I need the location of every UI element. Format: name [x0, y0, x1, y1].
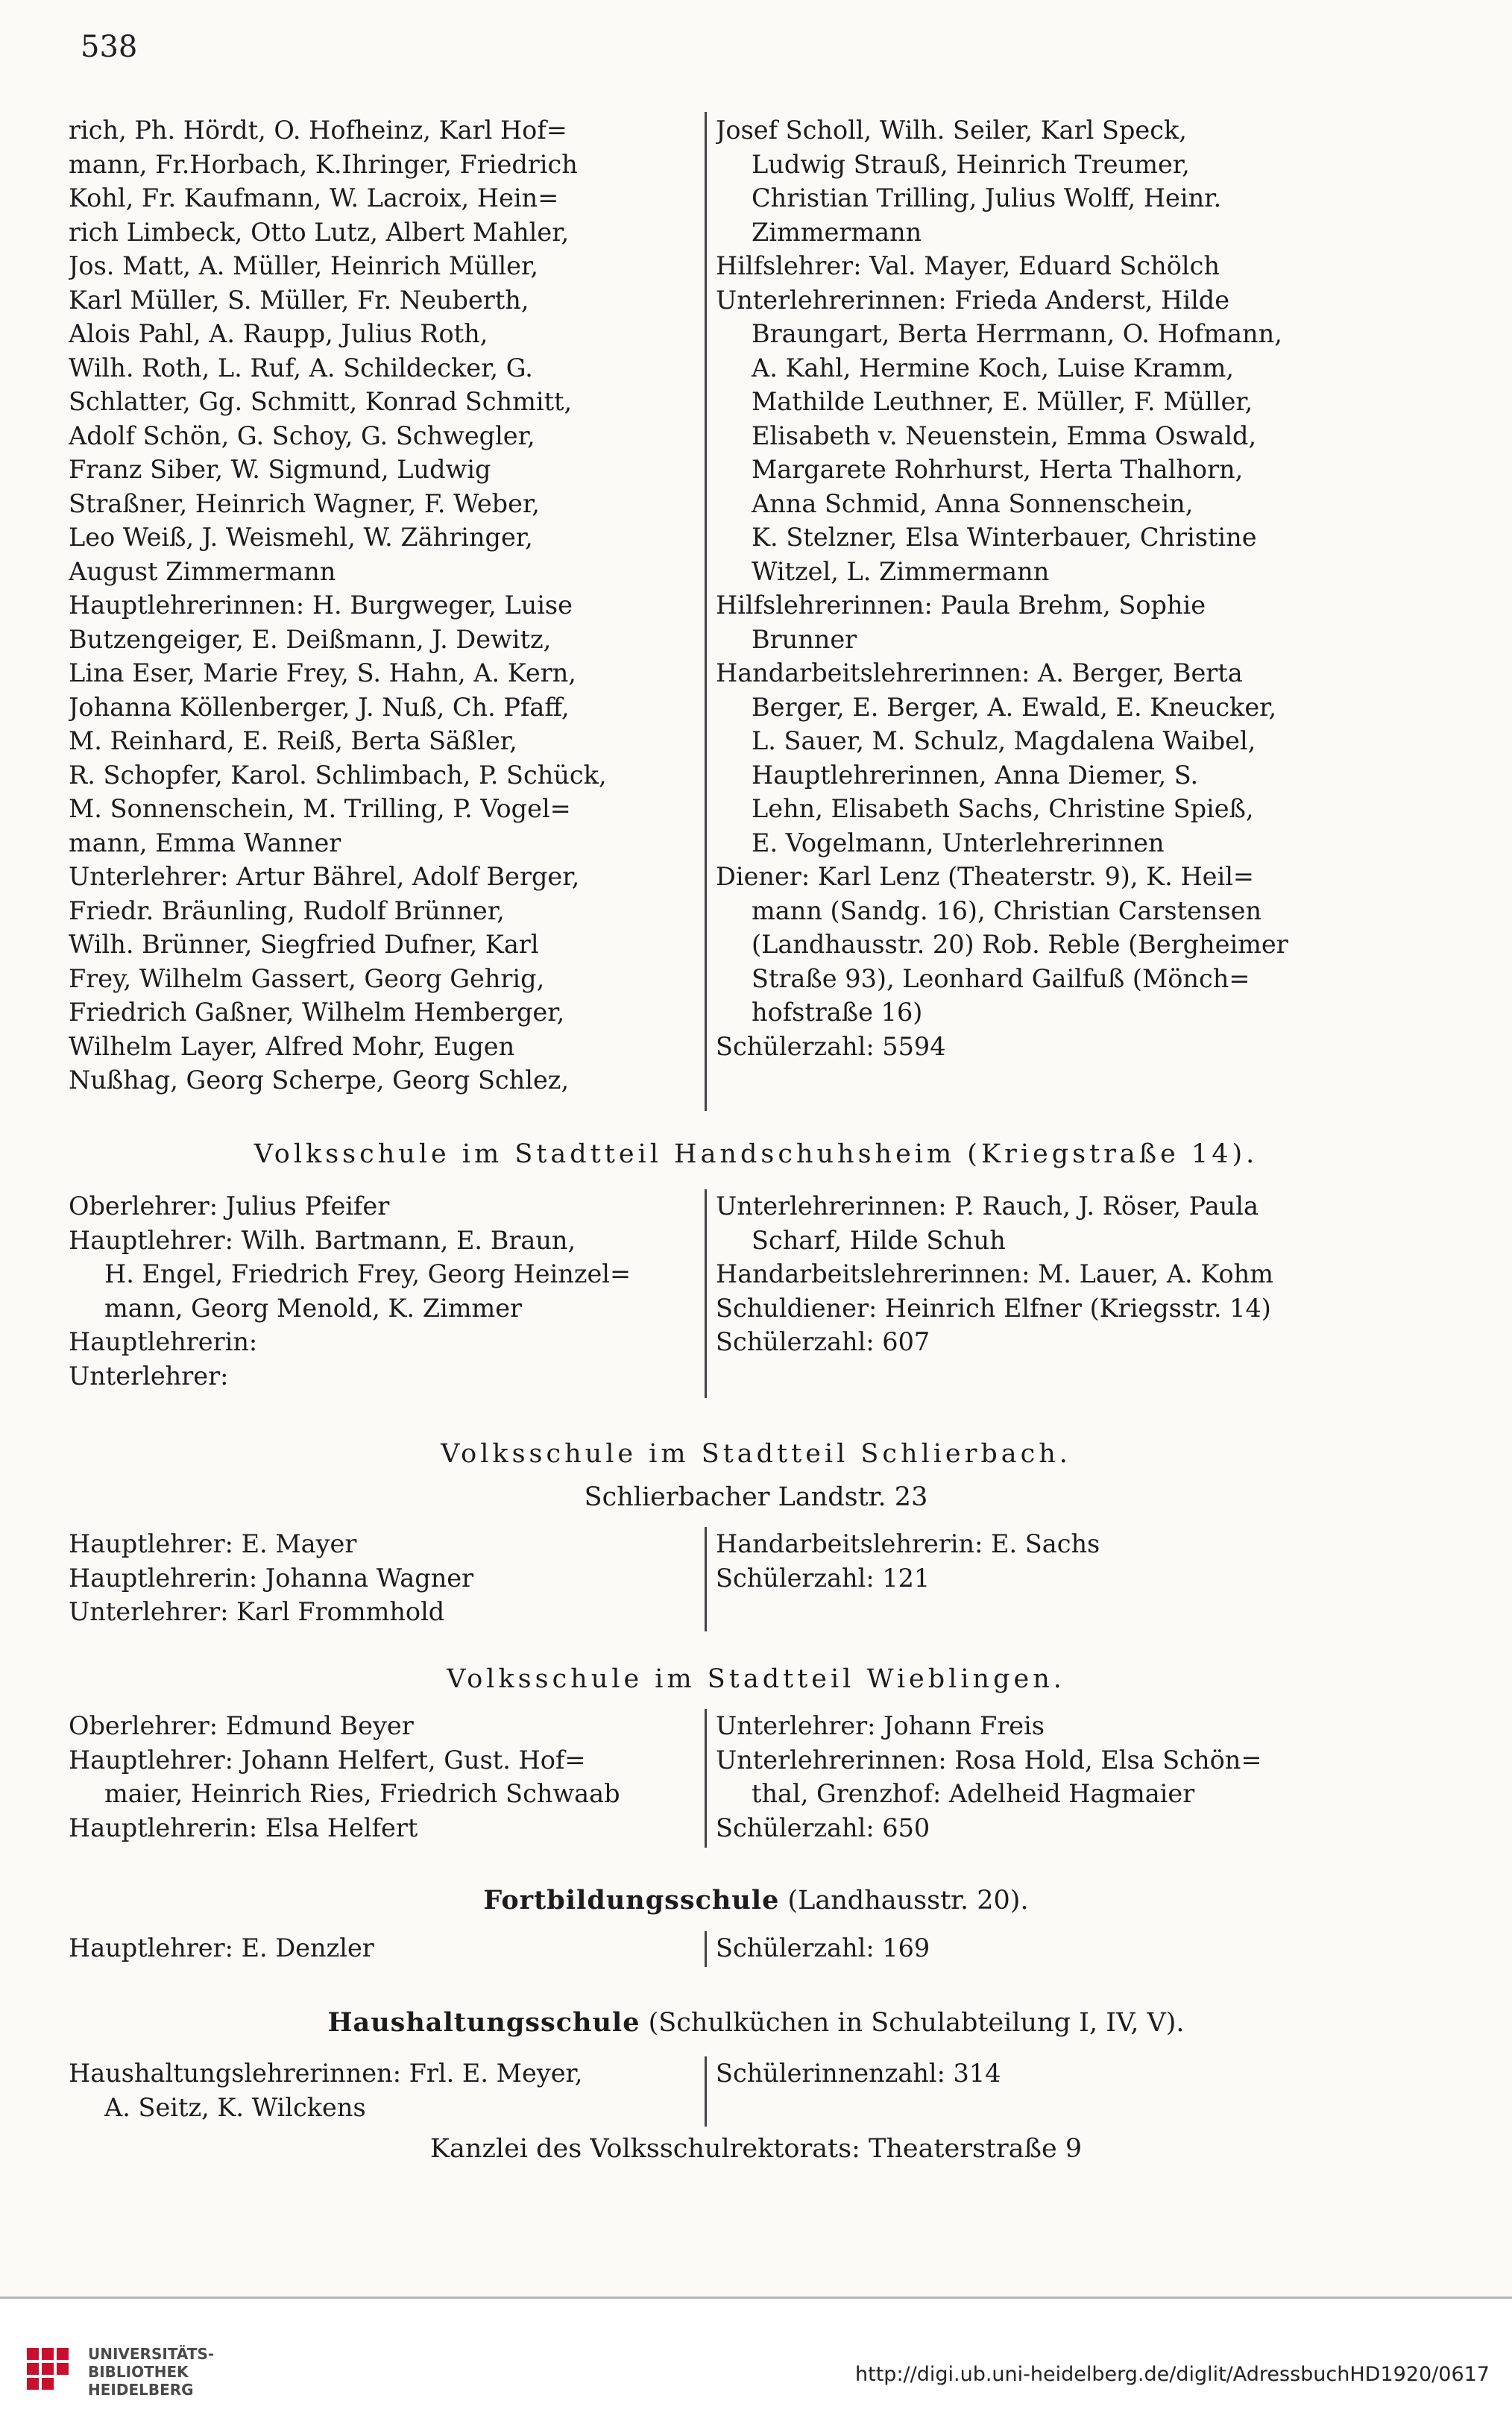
footer-bar [0, 2297, 1512, 2427]
text-line: Handarbeitslehrerin: E. Sachs [716, 1529, 1100, 1558]
text-line: Adolf Schön, G. Schoy, G. Schwegler, [69, 421, 535, 450]
text-line: Hauptlehrer: Wilh. Bartmann, E. Braun, [69, 1225, 576, 1255]
text-line: H. Engel, Friedrich Frey, Georg Heinzel= [104, 1259, 631, 1288]
column-divider [705, 112, 707, 1111]
text-line: Hauptlehrerinnen, Anna Diemer, S. [752, 760, 1199, 790]
text-line: Hauptlehrer: Johann Helfert, Gust. Hof= [69, 1745, 586, 1775]
column-divider [705, 1931, 707, 1967]
text-line: mann, Georg Menold, K. Zimmer [104, 1293, 523, 1323]
section5-left-column [69, 1931, 695, 1965]
text-line: Lina Eser, Marie Frey, S. Hahn, A. Kern, [69, 658, 576, 687]
text-line: Anna Schmid, Anna Sonnenschein, [752, 488, 1194, 518]
text-line: Unterlehrerinnen: Rosa Hold, Elsa Schön= [716, 1745, 1262, 1775]
text-line: Christian Trilling, Julius Wolff, Heinr. [752, 183, 1222, 213]
text-line: Handarbeitslehrerinnen: M. Lauer, A. Kohm [716, 1259, 1273, 1288]
text-line: Butzengeiger, E. Deißmann, J. Dewitz, [69, 624, 552, 654]
text-line: Unterlehrer: Artur Bährel, Adolf Berger, [69, 862, 580, 891]
column-divider [705, 1709, 707, 1848]
heading-haushaltungsschule-address: (Schulküchen in Schulabteilung I, IV, V). [640, 2008, 1185, 2038]
text-line: Braungart, Berta Herrmann, O. Hofmann, [752, 319, 1282, 348]
text-line: Haushaltungslehrerinnen: Frl. E. Meyer, [69, 2059, 583, 2088]
column-divider [705, 1189, 707, 1398]
text-line: August Zimmermann [69, 556, 336, 586]
page-number: 538 [81, 30, 138, 64]
text-line: Alois Pahl, A. Raupp, Julius Roth, [69, 319, 488, 348]
text-line: Leo Weiß, J. Weismehl, W. Zähringer, [69, 523, 533, 552]
text-line: Scharf, Hilde Schuh [752, 1225, 1006, 1255]
section1-left-column [69, 113, 695, 1098]
text-line: Unterlehrer: [69, 1361, 229, 1391]
text-line: Hauptlehrerin: Elsa Helfert [69, 1813, 418, 1842]
text-line: Nußhag, Georg Scherpe, Georg Schlez, [69, 1065, 570, 1095]
text-line: rich Limbeck, Otto Lutz, Albert Mahler, [69, 217, 570, 247]
text-line: Mathilde Leuthner, E. Müller, F. Müller, [752, 387, 1253, 416]
text-line: Straßner, Heinrich Wagner, F. Weber, [69, 488, 540, 518]
text-line: Hilfslehrerinnen: Paula Brehm, Sophie [716, 591, 1206, 620]
text-line: Witzel, L. Zimmermann [752, 556, 1050, 586]
heading-haushaltungsschule [0, 2007, 1512, 2038]
section6-left-column [69, 2056, 695, 2124]
section2-right-column [716, 1189, 1469, 1359]
text-line: A. Seitz, K. Wilckens [104, 2092, 366, 2122]
source-url-link[interactable]: http://digi.ub.uni-heidelberg.de/diglit/AdressbuchHD1920/0617 [855, 2363, 1490, 2386]
text-line: K. Stelzner, Elsa Winterbauer, Christine [752, 523, 1257, 552]
text-line: thal, Grenzhof: Adelheid Hagmaier [752, 1779, 1195, 1808]
heading-haushaltungsschule-name: Haushaltungsschule [327, 2007, 640, 2038]
text-line: A. Kahl, Hermine Koch, Luise Kramm, [752, 353, 1234, 383]
text-line: Franz Siber, W. Sigmund, Ludwig [69, 455, 491, 484]
text-line: Unterlehrerinnen: P. Rauch, J. Röser, Paula [716, 1192, 1259, 1221]
library-logo-icon [27, 2348, 79, 2400]
heading-wieblingen: Volksschule im Stadtteil Wieblingen. [447, 1664, 1065, 1694]
text-line: Friedrich Gaßner, Wilhelm Hemberger, [69, 998, 565, 1027]
text-line: Kohl, Fr. Kaufmann, W. Lacroix, Hein= [69, 183, 559, 213]
text-line: Schuldiener: Heinrich Elfner (Kriegsstr. 14) [716, 1293, 1271, 1323]
text-line: mann, Fr.Horbach, K.Ihringer, Friedrich [69, 149, 578, 179]
text-line: Schülerzahl: 121 [716, 1563, 930, 1593]
text-line: Berger, E. Berger, A. Ewald, E. Kneucker, [752, 692, 1277, 722]
text-line: M. Sonnenschein, M. Trilling, P. Vogel= [69, 794, 571, 823]
text-line: Unterlehrer: Karl Frommhold [69, 1597, 445, 1626]
text-line: Friedr. Bräunling, Rudolf Brünner, [69, 895, 505, 925]
text-line: Wilh. Brünner, Siegfried Dufner, Karl [69, 930, 539, 959]
text-line: Hilfslehrer: Val. Mayer, Eduard Schölch [716, 251, 1220, 280]
text-line: Hauptlehrer: E. Mayer [69, 1529, 357, 1558]
text-line: Karl Müller, S. Müller, Fr. Neuberth, [69, 285, 529, 315]
library-name-line2: BIBLIOTHEK [88, 2363, 189, 2381]
section4-left-column [69, 1709, 695, 1845]
text-line: Oberlehrer: Julius Pfeifer [69, 1192, 390, 1221]
text-line: L. Sauer, M. Schulz, Magdalena Waibel, [752, 726, 1256, 755]
text-line: Johanna Köllenberger, J. Nuß, Ch. Pfaff, [69, 692, 570, 722]
text-line: Schülerzahl: 5594 [716, 1031, 946, 1061]
heading-fortbildungsschule [0, 1885, 1512, 1916]
text-line: Diener: Karl Lenz (Theaterstr. 9), K. Heil= [716, 862, 1254, 891]
text-line: maier, Heinrich Ries, Friedrich Schwaab [104, 1779, 620, 1808]
text-line: Straße 93), Leonhard Gailfuß (Mönch= [752, 963, 1250, 993]
text-line: Wilh. Roth, L. Ruf, A. Schildecker, G. [69, 353, 533, 383]
text-line: Brunner [752, 624, 857, 654]
text-line: Lehn, Elisabeth Sachs, Christine Spieß, [752, 794, 1254, 823]
text-line: mann, Emma Wanner [69, 828, 341, 857]
text-line: Margarete Rohrhurst, Herta Thalhorn, [752, 455, 1244, 484]
text-line: M. Reinhard, E. Reiß, Berta Säßler, [69, 726, 517, 755]
text-line: Hauptlehrer: E. Denzler [69, 1933, 374, 1962]
text-line: (Landhausstr. 20) Rob. Reble (Bergheimer [752, 930, 1288, 959]
text-line: E. Vogelmann, Unterlehrerinnen [752, 828, 1165, 857]
text-line: Hauptlehrerinnen: H. Burgweger, Luise [69, 591, 573, 620]
section4-right-column [716, 1709, 1469, 1845]
text-line: Schülerzahl: 607 [716, 1327, 930, 1356]
heading-handschuhsheim: Volksschule im Stadtteil Handschuhsheim (Kriegstraße 14). [253, 1139, 1259, 1169]
text-line: Elisabeth v. Neuenstein, Emma Oswald, [752, 421, 1257, 450]
text-line: Frey, Wilhelm Gassert, Georg Gehrig, [69, 963, 545, 993]
section3-left-column [69, 1527, 695, 1629]
text-line: rich, Ph. Hördt, O. Hofheinz, Karl Hof= [69, 116, 567, 145]
text-line: Zimmermann [752, 217, 922, 247]
closing-line-kanzlei: Kanzlei des Volksschulrektorats: Theaterstraße 9 [429, 2134, 1083, 2164]
library-name-line3: HEIDELBERG [88, 2381, 194, 2399]
text-line: Unterlehrerinnen: Frieda Anderst, Hilde [716, 285, 1230, 315]
text-line: Josef Scholl, Wilh. Seiler, Karl Speck, [716, 116, 1187, 145]
heading-schlierbach: Volksschule im Stadtteil Schlierbach. [441, 1439, 1071, 1469]
text-line: Handarbeitslehrerinnen: A. Berger, Berta [716, 658, 1243, 687]
text-line: Schlatter, Gg. Schmitt, Konrad Schmitt, [69, 387, 573, 416]
section5-right-column [716, 1931, 1469, 1965]
subheading-schlierbach: Schlierbacher Landstr. 23 [584, 1482, 928, 1512]
text-line: Schülerzahl: 650 [716, 1813, 930, 1842]
text-line: Schülerinnenzahl: 314 [716, 2059, 1001, 2088]
section3-right-column [716, 1527, 1469, 1595]
text-line: Hauptlehrerin: [69, 1327, 258, 1356]
text-line: Unterlehrer: Johann Freis [716, 1711, 1045, 1740]
section6-right-column [716, 2056, 1469, 2091]
section1-right-column [716, 113, 1469, 1063]
library-name [88, 2345, 214, 2399]
text-line: Jos. Matt, A. Müller, Heinrich Müller, [69, 251, 538, 280]
text-line: R. Schopfer, Karol. Schlimbach, P. Schück, [69, 760, 607, 790]
column-divider [705, 2056, 707, 2127]
text-line: mann (Sandg. 16), Christian Carstensen [752, 895, 1262, 925]
text-line: Ludwig Strauß, Heinrich Treumer, [752, 149, 1190, 179]
heading-fortbildungsschule-name: Fortbildungsschule [483, 1885, 780, 1916]
column-divider [705, 1527, 707, 1631]
section2-left-column [69, 1189, 695, 1393]
text-line: Oberlehrer: Edmund Beyer [69, 1711, 414, 1740]
heading-fortbildungsschule-address: (Landhausstr. 20). [779, 1886, 1029, 1916]
library-name-line1: UNIVERSITÄTS- [88, 2345, 215, 2363]
text-line: Schülerzahl: 169 [716, 1933, 930, 1962]
text-line: Hauptlehrerin: Johanna Wagner [69, 1563, 474, 1593]
text-line: Wilhelm Layer, Alfred Mohr, Eugen [69, 1031, 515, 1061]
text-line: hofstraße 16) [752, 998, 923, 1027]
